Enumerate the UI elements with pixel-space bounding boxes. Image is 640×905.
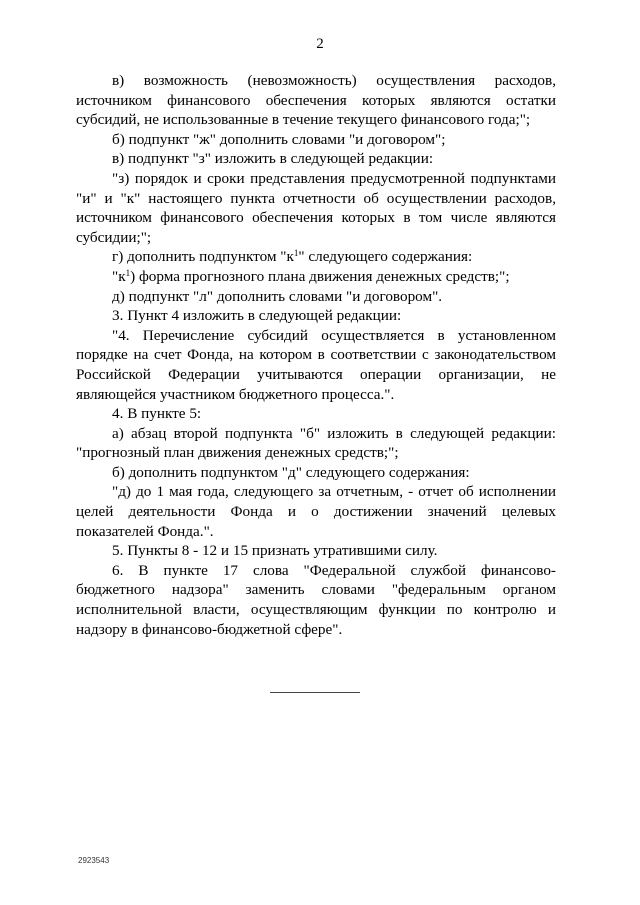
paragraph-subitem-v-possibility: в) возможность (невозможность) осуществления расходов, источником финансового обеспечения которых являются остатки субсидий, не использованные в течение текущего финансового года;"; (76, 72, 556, 129)
paragraph-subitem-a: а) абзац второй подпункта "б" изложить в следующей редакции: "прогнозный план движения денежных средств;"; (76, 424, 556, 462)
paragraph-subitem-d-l: д) подпункт "л" дополнить словами "и договором". (112, 287, 443, 305)
page-number: 2 (316, 36, 324, 52)
paragraph-subitem-g-k1 (76, 247, 556, 267)
paragraph-item-5: 5. Пункты 8 - 12 и 15 признать утратившими силу. (112, 542, 438, 560)
paragraph-subitem-b-zh: б) подпункт "ж" дополнить словами "и договором"; (112, 130, 446, 148)
text-fragment: г) дополнить подпунктом "к (112, 248, 294, 266)
paragraph-item-3: 3. Пункт 4 изложить в следующей редакции: (112, 307, 402, 325)
document-body (76, 71, 556, 639)
superscript: 1 (125, 267, 131, 278)
paragraph-item-4-point-5: 4. В пункте 5: (112, 405, 202, 423)
paragraph-subitem-v-z: в) подпункт "з" изложить в следующей редакции: (112, 150, 434, 168)
paragraph-z-new-text: "з) порядок и сроки представления предусмотренной подпунктами "и" и "к" настоящего пункта отчетности об осуществлении расходов, источником финансового обеспечения которых в том числе являются субсидии;"; (76, 169, 556, 246)
paragraph-k1-new-text (76, 267, 556, 287)
superscript: 1 (293, 248, 299, 259)
divider (270, 692, 360, 693)
text-fragment: ) форма прогнозного плана движения денежных средств;"; (130, 267, 510, 285)
text-fragment: "к (112, 267, 126, 285)
paragraph-item-4-new-text: "4. Перечисление субсидий осуществляется в установленном порядке на счет Фонда, на котором в соответствии с законодательством Российской Федерации учитываются операции организации, не являющейся участником бюджетного процесса.". (76, 326, 556, 403)
text-fragment: " следующего содержания: (298, 248, 473, 266)
paragraph-item-6: 6. В пункте 17 слова "Федеральной службой финансово-бюджетного надзора" заменить словами "федеральным органом исполнительной власти, осуществляющим функции по контролю и надзору в финансово-бюджетной сфере". (76, 561, 556, 638)
paragraph-subitem-b-d: б) дополнить подпунктом "д" следующего содержания: (112, 463, 470, 481)
document-id: 2923543 (78, 856, 110, 865)
paragraph-d-new-text: "д) до 1 мая года, следующего за отчетным, - отчет об исполнении целей деятельности Фонда и о достижении значений целевых показателей Фонда.". (76, 483, 556, 540)
